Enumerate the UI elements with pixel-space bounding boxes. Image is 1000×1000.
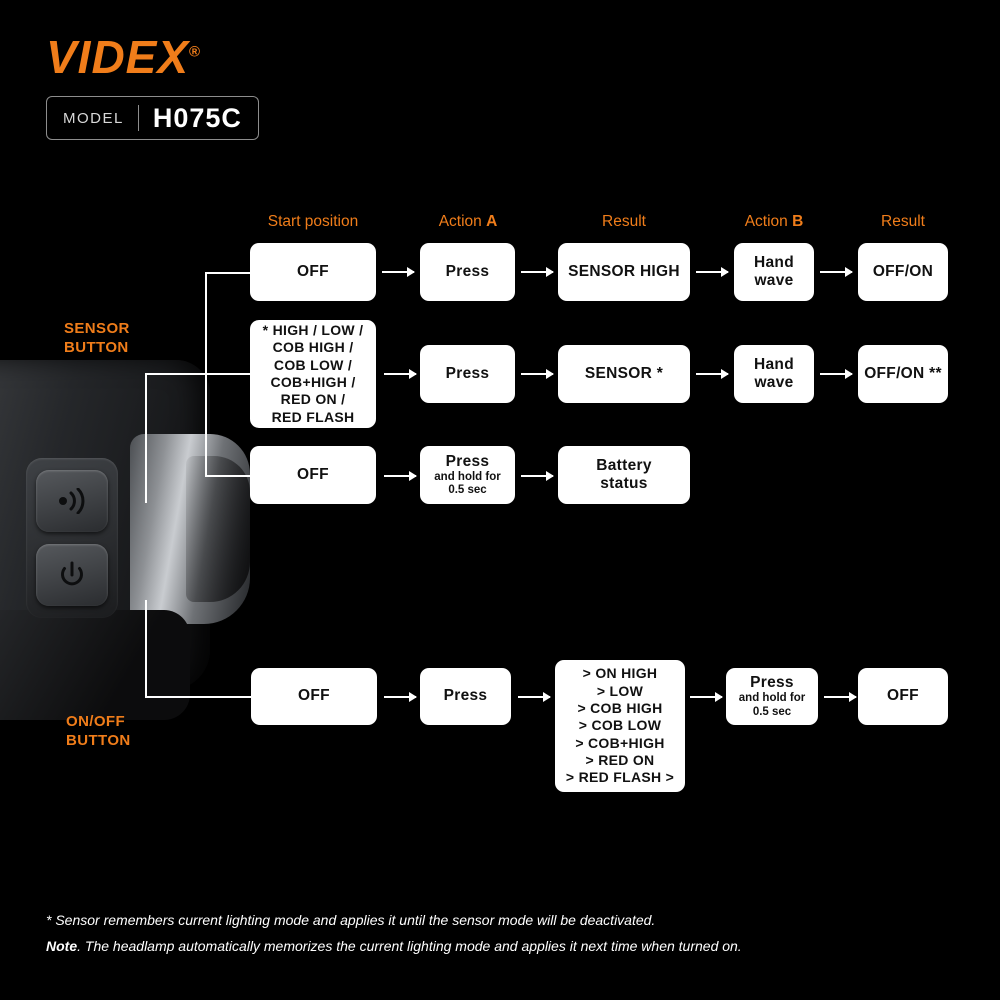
node-onoff-start	[251, 668, 377, 725]
node-text-line4: COB+HIGH /	[270, 374, 356, 390]
arrow-r1-3	[696, 271, 728, 273]
divider	[138, 105, 139, 131]
node-sensor-row1-action-a	[420, 243, 515, 301]
connector-sensor-row2	[205, 373, 250, 375]
node-text: SENSOR *	[584, 364, 664, 382]
node-text: Press	[445, 364, 490, 382]
footnote-note-text: . The headlamp automatically memorizes the current lighting mode and applies it next time when turned on.	[77, 937, 742, 954]
node-sensor-row3-result-a	[558, 446, 690, 504]
node-sensor-row3-start	[250, 446, 376, 504]
brand-block	[46, 31, 366, 140]
arrow-r2-1	[384, 373, 416, 375]
node-sensor-row2-result-a	[558, 345, 690, 403]
model-value: H075C	[152, 102, 242, 133]
node-sensor-row2-start	[250, 320, 376, 428]
sensor-button-label	[64, 320, 130, 358]
onoff-button-label-line2: BUTTON	[66, 731, 131, 749]
node-text-line4: > COB LOW	[578, 717, 662, 734]
node-text-line1: > ON HIGH	[582, 665, 658, 682]
node-onoff-action-b	[726, 668, 818, 725]
connector-onoff-vertical	[145, 600, 147, 696]
node-text-line7: > RED FLASH >	[565, 769, 675, 786]
node-text-line3: > COB HIGH	[577, 699, 663, 716]
sensor-button	[36, 470, 108, 532]
onoff-button-label	[66, 713, 131, 751]
column-header-label: Result	[602, 213, 646, 230]
node-text-line2: wave	[754, 272, 794, 289]
arrow-r2-3	[696, 373, 728, 375]
node-text: OFF	[887, 687, 919, 705]
node-text-line1: Hand	[754, 253, 794, 271]
node-text: Press	[445, 262, 490, 280]
headlamp-head-shade	[186, 456, 250, 602]
connector-sensor-label-drop	[145, 373, 147, 503]
power-icon	[36, 544, 108, 606]
videx-logo	[46, 31, 202, 83]
footnote-line-1: * Sensor remembers current lighting mode and applies it until the sensor mode will be deactivated.	[46, 912, 656, 928]
column-header-bold: A	[486, 213, 498, 230]
onoff-button-label-line1: ON/OFF	[66, 713, 126, 730]
node-text-line2: and hold for	[738, 692, 806, 705]
node-text: OFF	[298, 687, 330, 705]
connector-sensor-stem	[145, 373, 206, 375]
footnotes	[46, 908, 946, 960]
connector-sensor-row3	[205, 475, 250, 477]
videx-logo-text: VIDEX	[46, 31, 190, 83]
node-text-line1: Press	[445, 452, 490, 470]
model-label: MODEL	[63, 109, 124, 127]
column-header-label: Start position	[267, 213, 359, 230]
sensor-button-label-line2: BUTTON	[64, 338, 129, 356]
arrow-onoff-4	[824, 696, 856, 698]
node-sensor-row1-action-b	[734, 243, 814, 301]
node-text: SENSOR HIGH	[568, 262, 680, 280]
arrow-r3-2	[521, 475, 553, 477]
node-text-line3: 0.5 sec	[448, 484, 487, 497]
node-onoff-result-b	[858, 668, 948, 725]
arrow-onoff-3	[690, 696, 722, 698]
button-panel	[26, 458, 118, 618]
node-sensor-row2-action-a	[420, 345, 515, 403]
node-text-line1: Hand	[754, 355, 794, 373]
node-text-line1: Battery	[596, 456, 652, 474]
column-header-action-a	[378, 213, 558, 231]
node-sensor-row1-result-b	[858, 243, 948, 301]
node-text-line5: > COB+HIGH	[575, 734, 665, 751]
arrow-onoff-2	[518, 696, 550, 698]
arrow-r2-4	[820, 373, 852, 375]
node-sensor-row3-action-a	[420, 446, 515, 504]
node-text: OFF	[297, 465, 329, 483]
column-header-bold: B	[792, 213, 804, 230]
arrow-onoff-1	[384, 696, 416, 698]
arrow-r2-2	[521, 373, 553, 375]
node-text-line3: COB LOW /	[273, 356, 353, 373]
column-header-label: Action	[438, 213, 487, 230]
registered-trademark-icon: ®	[189, 43, 202, 61]
node-onoff-result-a	[555, 660, 685, 792]
node-text-line1: * HIGH / LOW /	[262, 321, 364, 338]
node-sensor-row2-action-b	[734, 345, 814, 403]
sensor-button-label-line1: SENSOR	[64, 320, 130, 337]
arrow-r3-1	[384, 475, 416, 477]
node-text-line3: 0.5 sec	[752, 705, 792, 718]
node-text-line5: RED ON /	[280, 391, 346, 408]
node-text-line2: > LOW	[596, 682, 644, 699]
column-header-label: Action	[744, 213, 793, 230]
sensor-wave-icon	[36, 470, 108, 532]
node-text: Press	[443, 687, 488, 705]
footnote-line-2	[46, 934, 946, 960]
node-text-line6: RED FLASH	[271, 408, 355, 425]
node-text-line2: COB HIGH /	[272, 339, 354, 356]
column-header-result-b	[813, 213, 993, 231]
node-text: OFF	[297, 262, 329, 280]
node-text-line2: wave	[754, 374, 794, 391]
product-photo	[0, 360, 250, 720]
arrow-r1-2	[521, 271, 553, 273]
connector-sensor-row1	[205, 272, 250, 274]
model-badge	[46, 96, 259, 140]
node-text: OFF/ON **	[864, 364, 942, 382]
node-sensor-row2-result-b	[858, 345, 948, 403]
headlamp-base	[0, 610, 190, 720]
node-text-line2: and hold for	[434, 470, 501, 483]
footnote-note-label: Note	[46, 937, 78, 954]
power-button	[36, 544, 108, 606]
node-text-line6: > RED ON	[585, 752, 655, 769]
connector-onoff-stem	[145, 696, 251, 698]
node-sensor-row1-start	[250, 243, 376, 301]
arrow-r1-1	[382, 271, 414, 273]
node-onoff-action-a	[420, 668, 511, 725]
node-text-line1: Press	[750, 674, 794, 692]
column-header-label: Result	[881, 213, 925, 230]
node-sensor-row1-result-a	[558, 243, 690, 301]
node-text-line2: status	[600, 475, 648, 492]
node-text: OFF/ON	[872, 262, 934, 280]
arrow-r1-4	[820, 271, 852, 273]
